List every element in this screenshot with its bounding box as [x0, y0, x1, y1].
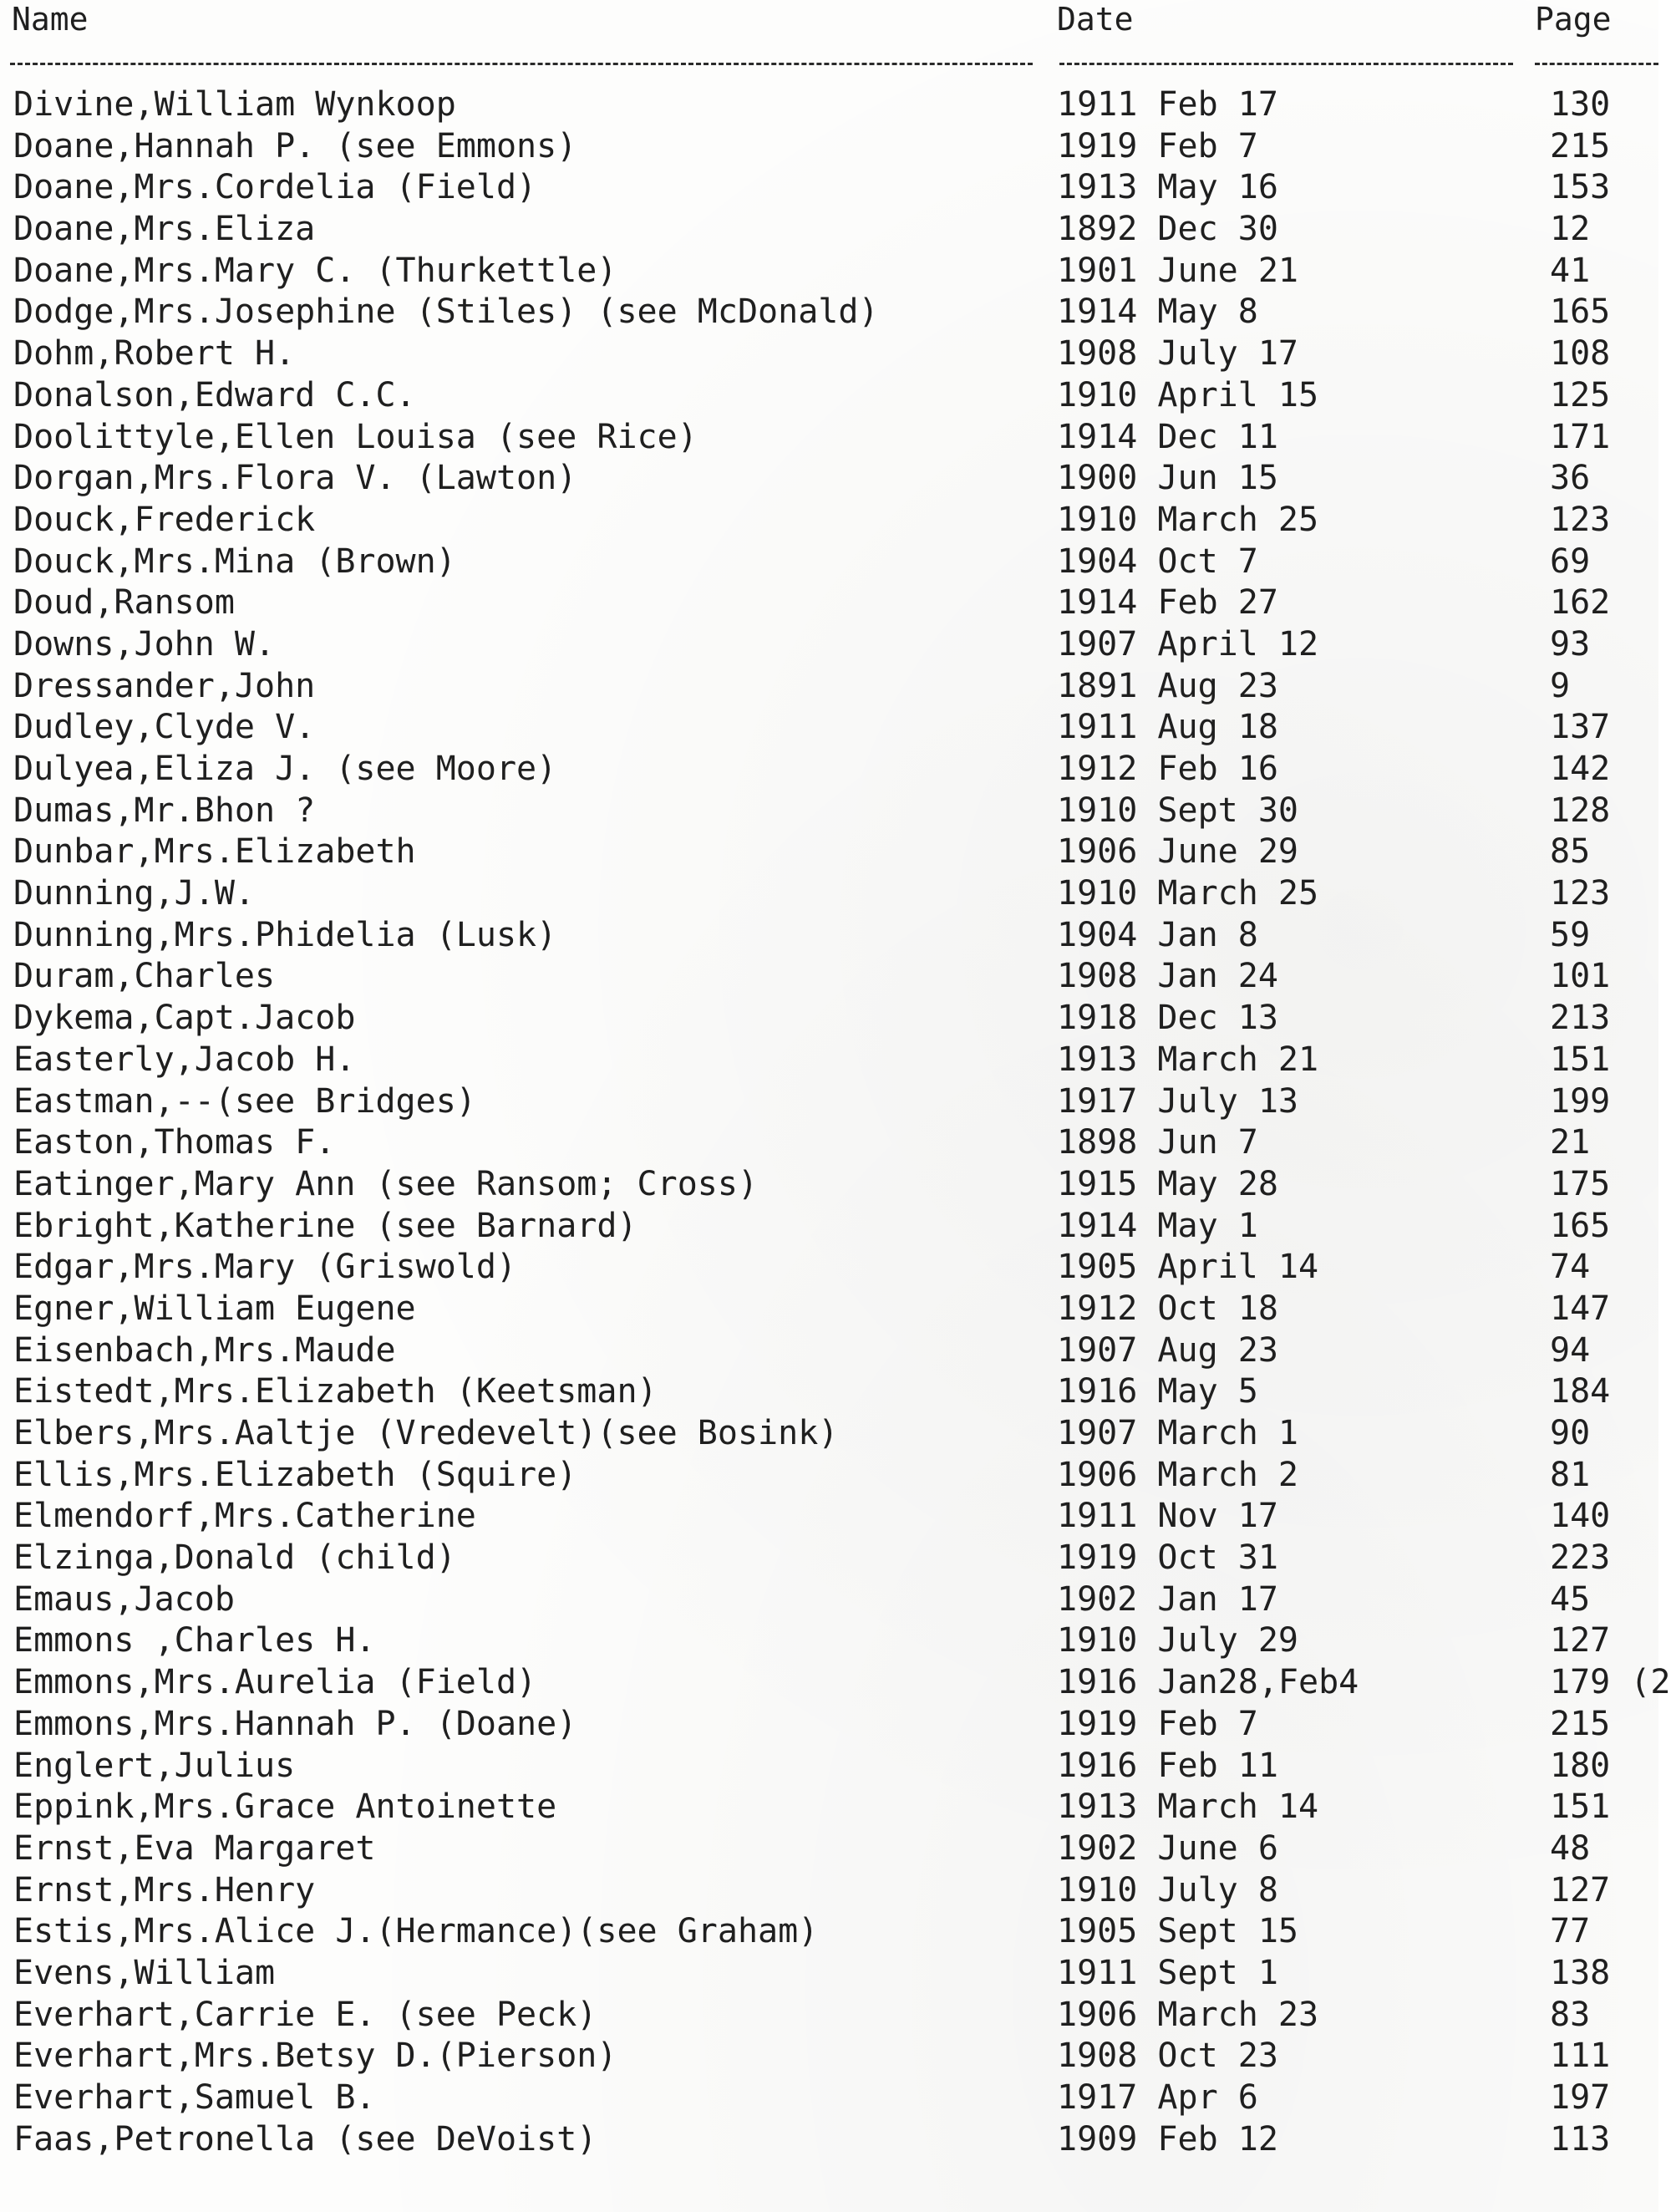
- entry-date: 1910 July 29: [1057, 1621, 1298, 1660]
- entry-name: Egner,William Eugene: [13, 1289, 416, 1328]
- entry-date: 1902 June 6: [1057, 1828, 1278, 1868]
- entry-date: 1910 March 25: [1057, 500, 1319, 539]
- entry-date: 1914 Feb 27: [1057, 583, 1278, 623]
- entry-page: 125: [1550, 375, 1611, 414]
- entry-page: 59: [1550, 915, 1591, 954]
- index-entry-row: [0, 791, 1658, 832]
- entry-date: 1900 Jun 15: [1057, 459, 1278, 498]
- index-entry-row: [0, 1330, 1658, 1372]
- entry-date: 1914 May 1: [1057, 1206, 1258, 1245]
- entry-date: 1911 Sept 1: [1057, 1953, 1278, 1992]
- entry-name: Eppink,Mrs.Grace Antoinette: [13, 1787, 557, 1827]
- index-entry-row: [0, 666, 1658, 708]
- entry-page: 142: [1550, 750, 1611, 788]
- entry-name: Ebright,Katherine (see Barnard): [13, 1206, 637, 1245]
- entry-date: 1912 Feb 16: [1057, 750, 1278, 788]
- entry-date: 1891 Aug 23: [1057, 666, 1278, 705]
- entry-page: 90: [1550, 1414, 1591, 1452]
- index-entry-row: [0, 1081, 1658, 1123]
- entry-name: Emmons,Mrs.Aurelia (Field): [13, 1663, 537, 1702]
- entry-name: Douck,Frederick: [13, 500, 316, 539]
- entry-name: Englert,Julius: [13, 1746, 296, 1785]
- index-entry-row: [0, 1496, 1658, 1538]
- index-entry-row: [0, 251, 1658, 292]
- entry-name: Elzinga,Donald (child): [13, 1538, 456, 1578]
- entry-page: 130: [1550, 85, 1611, 124]
- entry-page: 48: [1550, 1828, 1591, 1868]
- entry-date: 1916 Feb 11: [1057, 1746, 1278, 1785]
- entry-name: Estis,Mrs.Alice J.(Hermance)(see Graham): [13, 1912, 819, 1951]
- index-entry-row: [0, 1455, 1658, 1497]
- entry-name: Dunbar,Mrs.Elizabeth: [13, 832, 416, 872]
- page-column-header: Page: [1535, 1, 1612, 38]
- entry-date: 1911 Feb 17: [1057, 85, 1278, 124]
- index-entry-row: [0, 915, 1658, 957]
- entry-name: Emmons ,Charles H.: [13, 1621, 376, 1660]
- entry-page: 151: [1550, 1040, 1611, 1079]
- index-entry-row: [0, 956, 1658, 998]
- index-entry-row: [0, 333, 1658, 375]
- index-entry-row: [0, 1164, 1658, 1206]
- entry-date: 1904 Jan 8: [1057, 915, 1258, 954]
- index-entry-row: [0, 2036, 1658, 2077]
- page-column-rule: [1535, 63, 1658, 65]
- index-entry-row: [0, 998, 1658, 1040]
- index-entry-row: [0, 1787, 1658, 1828]
- index-entry-row: [0, 831, 1658, 873]
- name-column-header: Name: [12, 1, 89, 38]
- index-entry-row: [0, 84, 1658, 126]
- entry-page: 9: [1550, 666, 1571, 705]
- index-entry-row: [0, 542, 1658, 583]
- entry-date: 1906 March 2: [1057, 1455, 1298, 1494]
- entry-date: 1917 Apr 6: [1057, 2078, 1258, 2117]
- entry-page: 153: [1550, 168, 1611, 207]
- entry-page: 94: [1550, 1330, 1591, 1370]
- entry-name: Dunning,J.W.: [13, 874, 255, 913]
- entry-name: Doud,Ransom: [13, 583, 235, 623]
- entry-page: 197: [1550, 2078, 1611, 2117]
- entry-name: Everhart,Mrs.Betsy D.(Pierson): [13, 2037, 617, 2076]
- entry-date: 1898 Jun 7: [1057, 1123, 1258, 1162]
- entry-page: 45: [1550, 1579, 1591, 1619]
- name-column-rule: [10, 63, 1033, 65]
- date-column-rule: [1059, 63, 1513, 65]
- entry-name: Doane,Mrs.Eliza: [13, 210, 316, 249]
- entry-date: 1913 May 16: [1057, 168, 1278, 207]
- entry-page: 175: [1550, 1164, 1611, 1203]
- entry-date: 1914 Dec 11: [1057, 417, 1278, 456]
- entry-page: 111: [1550, 2037, 1611, 2076]
- entry-page: 83: [1550, 1995, 1591, 2034]
- index-entry-row: [0, 1662, 1671, 1704]
- entry-page: 213: [1550, 999, 1611, 1038]
- entry-date: 1910 April 15: [1057, 375, 1319, 414]
- entry-date: 1917 July 13: [1057, 1081, 1298, 1121]
- entry-page: 171: [1550, 417, 1611, 456]
- index-entry-row: [0, 1911, 1658, 1953]
- entry-name: Dulyea,Eliza J. (see Moore): [13, 750, 557, 788]
- entry-page: 101: [1550, 957, 1611, 996]
- entry-page: 81: [1550, 1455, 1591, 1494]
- index-entry-row: [0, 1620, 1658, 1662]
- index-entry-row: [0, 1289, 1658, 1330]
- entry-date: 1913 March 14: [1057, 1787, 1319, 1827]
- entry-page: 140: [1550, 1497, 1611, 1536]
- entry-name: Dohm,Robert H.: [13, 334, 296, 374]
- entry-page: 162: [1550, 583, 1611, 623]
- entry-name: Easterly,Jacob H.: [13, 1040, 356, 1079]
- entry-name: Easton,Thomas F.: [13, 1123, 336, 1162]
- entry-page: 93: [1550, 624, 1591, 664]
- index-entry-row: [0, 1371, 1658, 1413]
- entry-page: 123: [1550, 874, 1611, 913]
- entry-name: Eatinger,Mary Ann (see Ransom; Cross): [13, 1164, 759, 1203]
- entry-date: 1918 Dec 13: [1057, 999, 1278, 1038]
- index-entry-row: [0, 292, 1658, 333]
- date-column-header: Date: [1057, 1, 1134, 38]
- entry-name: Dykema,Capt.Jacob: [13, 999, 356, 1038]
- entry-name: Eisenbach,Mrs.Maude: [13, 1330, 396, 1370]
- entry-date: 1910 March 25: [1057, 874, 1319, 913]
- entry-page: 199: [1550, 1081, 1611, 1121]
- entry-name: Dunning,Mrs.Phidelia (Lusk): [13, 915, 557, 954]
- entry-date: 1908 July 17: [1057, 334, 1298, 374]
- entry-date: 1908 Oct 23: [1057, 2037, 1278, 2076]
- entry-date: 1901 June 21: [1057, 251, 1298, 290]
- entry-date: 1914 May 8: [1057, 292, 1258, 332]
- entry-name: Doane,Hannah P. (see Emmons): [13, 126, 577, 165]
- entry-page: 215: [1550, 1704, 1611, 1743]
- entry-page: 21: [1550, 1123, 1591, 1162]
- entry-page: 69: [1550, 542, 1591, 581]
- entry-date: 1907 April 12: [1057, 624, 1319, 664]
- entry-date: 1915 May 28: [1057, 1164, 1278, 1203]
- entry-name: Edgar,Mrs.Mary (Griswold): [13, 1248, 517, 1287]
- index-entry-row: [0, 1704, 1658, 1746]
- entry-name: Elbers,Mrs.Aaltje (Vredevelt)(see Bosink): [13, 1414, 839, 1452]
- index-entry-row: [0, 458, 1658, 500]
- entry-page: 137: [1550, 708, 1611, 747]
- entry-page: 85: [1550, 832, 1591, 872]
- index-entry-row: [0, 2077, 1658, 2119]
- entry-name: Ernst,Mrs.Henry: [13, 1870, 316, 1909]
- entry-date: 1919 Oct 31: [1057, 1538, 1278, 1578]
- entry-date: 1912 Oct 18: [1057, 1289, 1278, 1328]
- entry-page: 147: [1550, 1289, 1611, 1328]
- entry-name: Downs,John W.: [13, 624, 276, 664]
- index-entry-row: [0, 749, 1658, 791]
- entry-name: Divine,William Wynkoop: [13, 85, 456, 124]
- entry-name: Eastman,--(see Bridges): [13, 1081, 476, 1121]
- entry-page: 184: [1550, 1372, 1611, 1411]
- entry-name: Evens,William: [13, 1953, 276, 1992]
- index-entries: [0, 84, 1671, 2160]
- entry-page: 123: [1550, 500, 1611, 539]
- entry-date: 1910 July 8: [1057, 1870, 1278, 1909]
- index-entry-row: [0, 624, 1658, 666]
- entry-name: Doane,Mrs.Mary C. (Thurkettle): [13, 251, 617, 290]
- entry-date: 1910 Sept 30: [1057, 791, 1298, 830]
- index-entry-row: [0, 167, 1658, 209]
- entry-date: 1905 April 14: [1057, 1248, 1319, 1287]
- entry-name: Dodge,Mrs.Josephine (Stiles) (see McDonald): [13, 292, 879, 332]
- index-entry-row: [0, 582, 1658, 624]
- entry-name: Doane,Mrs.Cordelia (Field): [13, 168, 537, 207]
- entry-page: 127: [1550, 1870, 1611, 1909]
- entry-date: 1906 March 23: [1057, 1995, 1319, 2034]
- index-entry-row: [0, 1995, 1658, 2037]
- entry-name: Faas,Petronella (see DeVoist): [13, 2119, 597, 2159]
- entry-name: Doolittyle,Ellen Louisa (see Rice): [13, 417, 698, 456]
- entry-name: Donalson,Edward C.C.: [13, 375, 416, 414]
- entry-date: 1916 May 5: [1057, 1372, 1258, 1411]
- entry-page: 165: [1550, 1206, 1611, 1245]
- entry-date: 1919 Feb 7: [1057, 1704, 1258, 1743]
- entry-page: 77: [1550, 1912, 1591, 1951]
- index-entry-row: [0, 1206, 1658, 1248]
- index-entry-row: [0, 209, 1658, 251]
- entry-name: Eistedt,Mrs.Elizabeth (Keetsman): [13, 1372, 658, 1411]
- index-entry-row: [0, 1247, 1658, 1289]
- index-entry-row: [0, 1828, 1658, 1870]
- entry-name: Ellis,Mrs.Elizabeth (Squire): [13, 1455, 577, 1494]
- index-entry-row: [0, 1538, 1658, 1579]
- index-entry-row: [0, 126, 1658, 168]
- entry-page: 127: [1550, 1621, 1611, 1660]
- entry-page: 74: [1550, 1248, 1591, 1287]
- entry-date: 1904 Oct 7: [1057, 542, 1258, 581]
- entry-page: 180: [1550, 1746, 1611, 1785]
- entry-date: 1911 Aug 18: [1057, 708, 1278, 747]
- entry-name: Elmendorf,Mrs.Catherine: [13, 1497, 476, 1536]
- entry-date: 1913 March 21: [1057, 1040, 1319, 1079]
- index-entry-row: [0, 1953, 1658, 1995]
- entry-page: 108: [1550, 334, 1611, 374]
- entry-page: 165: [1550, 292, 1611, 332]
- entry-date: 1907 Aug 23: [1057, 1330, 1278, 1370]
- entry-name: Ernst,Eva Margaret: [13, 1828, 376, 1868]
- index-entry-row: [0, 2119, 1658, 2161]
- index-entry-row: [0, 1579, 1658, 1621]
- entry-name: Everhart,Samuel B.: [13, 2078, 376, 2117]
- entry-name: Everhart,Carrie E. (see Peck): [13, 1995, 597, 2034]
- index-entry-row: [0, 1870, 1658, 1912]
- entry-page: 215: [1550, 126, 1611, 165]
- index-entry-row: [0, 1413, 1658, 1455]
- entry-name: Emmons,Mrs.Hannah P. (Doane): [13, 1704, 577, 1743]
- entry-page: 223: [1550, 1538, 1611, 1578]
- index-entry-row: [0, 500, 1658, 542]
- entry-page: 179 (2: [1550, 1663, 1671, 1702]
- entry-date: 1916 Jan28,Feb4: [1057, 1663, 1359, 1702]
- index-entry-row: [0, 1746, 1658, 1787]
- entry-page: 138: [1550, 1953, 1611, 1992]
- entry-date: 1908 Jan 24: [1057, 957, 1278, 996]
- index-entry-row: [0, 707, 1658, 749]
- entry-date: 1905 Sept 15: [1057, 1912, 1298, 1951]
- entry-date: 1906 June 29: [1057, 832, 1298, 872]
- entry-name: Dorgan,Mrs.Flora V. (Lawton): [13, 459, 577, 498]
- entry-page: 36: [1550, 459, 1591, 498]
- entry-page: 151: [1550, 1787, 1611, 1827]
- entry-name: Dumas,Mr.Bhon ?: [13, 791, 316, 830]
- index-entry-row: [0, 873, 1658, 915]
- entry-name: Emaus,Jacob: [13, 1579, 235, 1619]
- index-entry-row: [0, 1040, 1658, 1081]
- entry-date: 1919 Feb 7: [1057, 126, 1258, 165]
- entry-date: 1909 Feb 12: [1057, 2119, 1278, 2159]
- entry-name: Dressander,John: [13, 666, 316, 705]
- entry-date: 1892 Dec 30: [1057, 210, 1278, 249]
- entry-page: 41: [1550, 251, 1591, 290]
- entry-page: 128: [1550, 791, 1611, 830]
- index-entry-row: [0, 375, 1658, 417]
- entry-page: 113: [1550, 2119, 1611, 2159]
- entry-name: Dudley,Clyde V.: [13, 708, 316, 747]
- entry-page: 12: [1550, 210, 1591, 249]
- index-entry-row: [0, 417, 1658, 459]
- entry-date: 1911 Nov 17: [1057, 1497, 1278, 1536]
- entry-name: Duram,Charles: [13, 957, 276, 996]
- entry-date: 1907 March 1: [1057, 1414, 1298, 1452]
- index-entry-row: [0, 1122, 1658, 1164]
- entry-name: Douck,Mrs.Mina (Brown): [13, 542, 456, 581]
- entry-date: 1902 Jan 17: [1057, 1579, 1278, 1619]
